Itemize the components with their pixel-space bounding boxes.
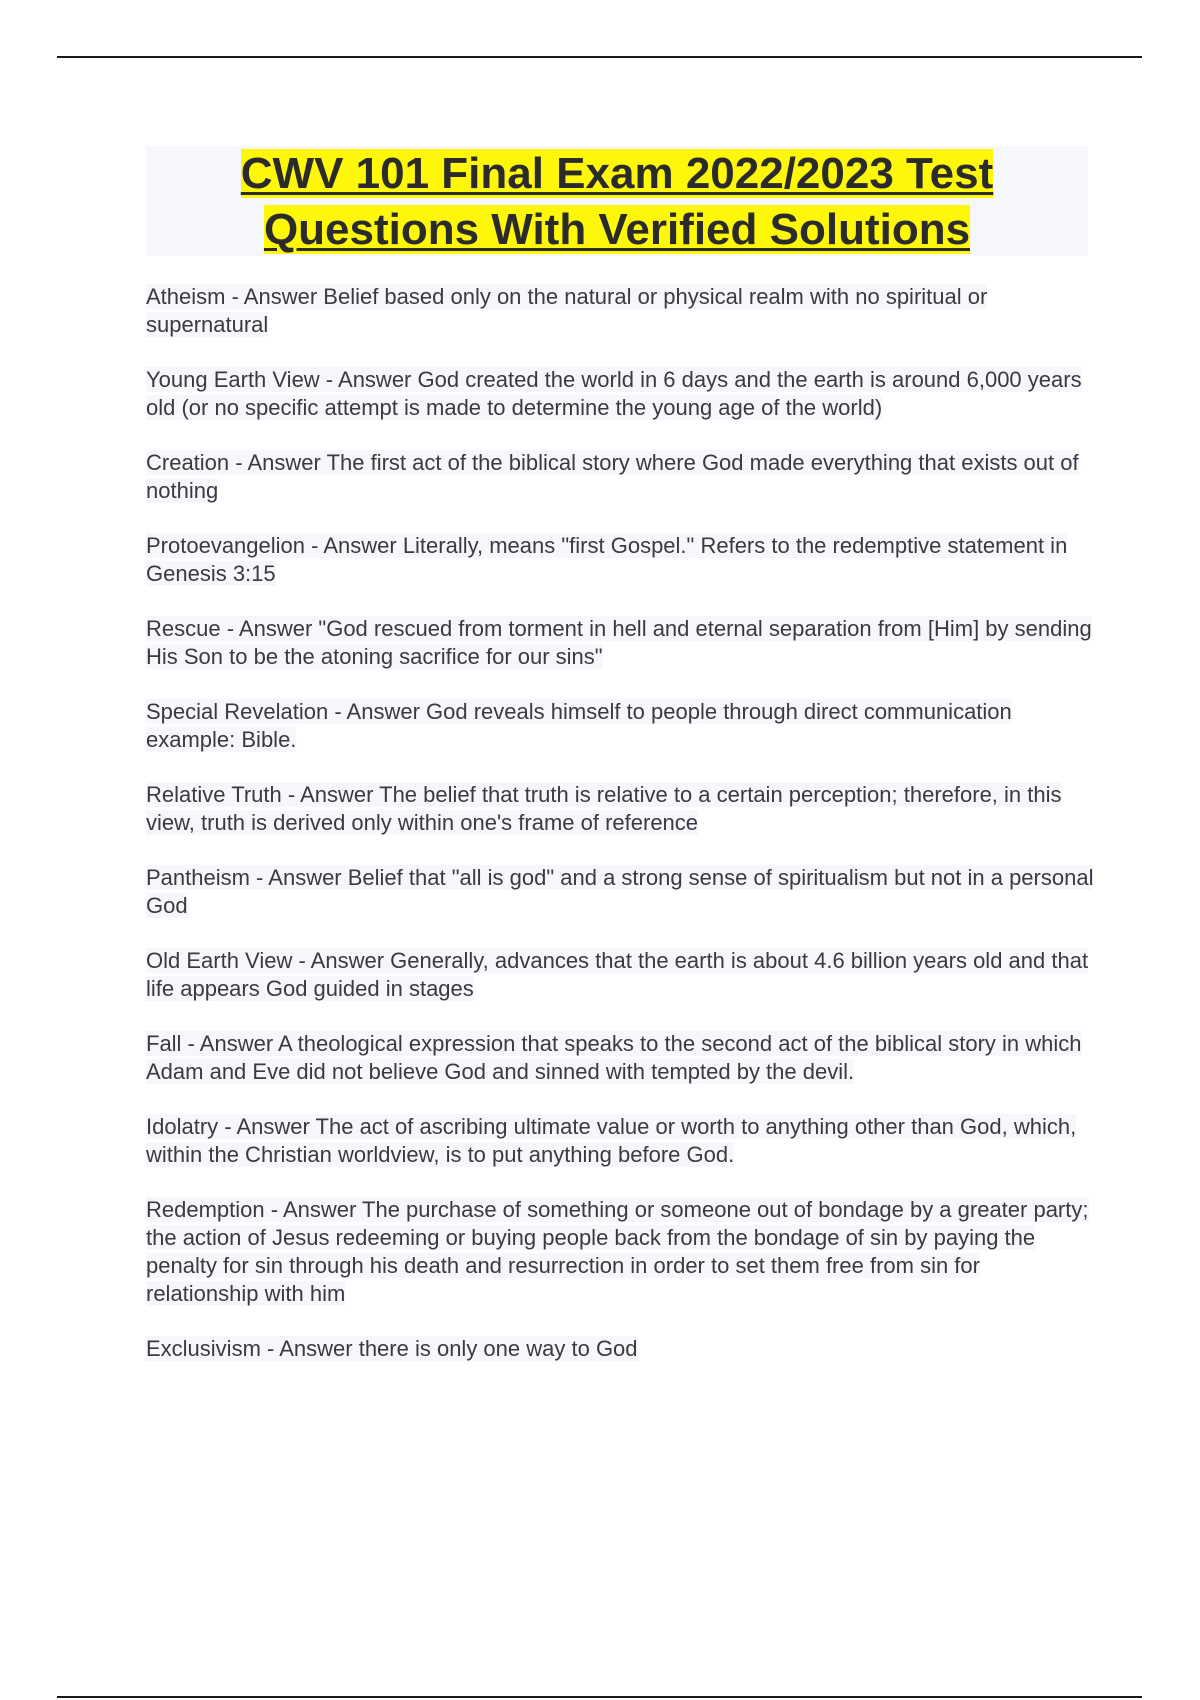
top-rule: [57, 56, 1142, 58]
qa-entry-protoevangelion: [146, 532, 1096, 588]
qa-entry-pantheism: [146, 864, 1096, 920]
qa-entry-idolatry: [146, 1113, 1096, 1169]
qa-entry-text: Fall - Answer A theological expression that speaks to the second act of the biblical story in which Adam and Eve did not believe God and sinned with tempted by the devil.: [146, 1031, 1082, 1084]
qa-entry-text: Redemption - Answer The purchase of something or someone out of bondage by a greater party; the action of Jesus redeeming or buying people back from the bondage of sin by paying the penalty for sin through his death and resurrection in order to set them free from sin for relationship with him: [146, 1197, 1089, 1306]
qa-entry-text: Idolatry - Answer The act of ascribing ultimate value or worth to anything other than God, which, within the Christian worldview, is to put anything before God.: [146, 1114, 1077, 1167]
title-line-1: CWV 101 Final Exam 2022/2023 Test: [240, 149, 994, 198]
qa-entry-text: Creation - Answer The first act of the biblical story where God made everything that exists out of nothing: [146, 450, 1079, 503]
qa-entry-relative-truth: [146, 781, 1096, 837]
qa-entry-old-earth-view: [146, 947, 1096, 1003]
qa-entry-text: Protoevangelion - Answer Literally, means "first Gospel." Refers to the redemptive statement in Genesis 3:15: [146, 533, 1068, 586]
qa-entry-rescue: [146, 615, 1096, 671]
qa-entry-text: Old Earth View - Answer Generally, advances that the earth is about 4.6 billion years old and that life appears God guided in stages: [146, 948, 1089, 1001]
qa-entry-exclusivism: [146, 1335, 1096, 1363]
qa-entry-text: Rescue - Answer "God rescued from torment in hell and eternal separation from [Him] by sending His Son to be the atoning sacrifice for our sins": [146, 616, 1092, 669]
qa-entry-special-revelation: [146, 698, 1096, 754]
qa-entry-text: Relative Truth - Answer The belief that truth is relative to a certain perception; therefore, in this view, truth is derived only within one's frame of reference: [146, 782, 1062, 835]
qa-entry-text: Young Earth View - Answer God created the world in 6 days and the earth is around 6,000 years old (or no specific attempt is made to determine the young age of the world): [146, 367, 1082, 420]
bottom-rule: [57, 1696, 1142, 1698]
qa-entry-text: Special Revelation - Answer God reveals himself to people through direct communication example: Bible.: [146, 699, 1012, 752]
qa-entry-creation: [146, 449, 1096, 505]
title-line-2: Questions With Verified Solutions: [263, 205, 971, 254]
qa-entry-text: Pantheism - Answer Belief that "all is god" and a strong sense of spiritualism but not in a personal God: [146, 865, 1094, 918]
qa-entry-text: Atheism - Answer Belief based only on the natural or physical realm with no spiritual or supernatural: [146, 284, 988, 337]
document-title: [146, 146, 1088, 256]
qa-entry-fall: [146, 1030, 1096, 1086]
qa-entry-redemption: [146, 1196, 1096, 1308]
qa-entry-young-earth-view: [146, 366, 1096, 422]
qa-entry-atheism: [146, 283, 1096, 339]
qa-entry-text: Exclusivism - Answer there is only one way to God: [146, 1336, 638, 1361]
qa-list: [146, 283, 1096, 1390]
